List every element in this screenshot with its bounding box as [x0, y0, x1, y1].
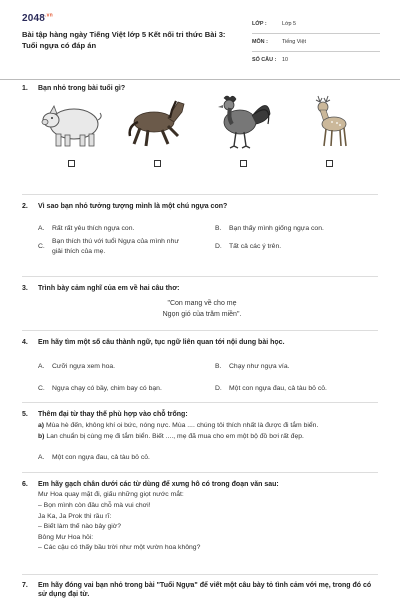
question-text: Em hãy gạch chân dưới các từ dùng để xưng hô có trong đoạn văn sau:	[38, 481, 279, 488]
option-d[interactable]	[215, 237, 382, 255]
option-a[interactable]	[38, 219, 205, 237]
option-letter: D.	[215, 243, 222, 251]
option-letter: B.	[215, 224, 222, 232]
question-4	[22, 338, 382, 397]
options	[38, 357, 382, 397]
pig-checkbox[interactable]	[68, 160, 75, 167]
header	[0, 0, 400, 80]
question-text: Vì sao bạn nhỏ tưởng tượng mình là một chú ngựa con?	[38, 203, 228, 210]
rooster-icon	[210, 92, 276, 152]
option-text: Ngựa chạy có bầy, chim bay có bạn.	[52, 384, 162, 392]
option-letter: A.	[38, 224, 45, 232]
meta-row-count	[252, 52, 380, 70]
logo-number: 2048	[22, 13, 46, 24]
option-c[interactable]	[38, 237, 205, 255]
option-text: Tất cả các ý trên.	[229, 243, 282, 251]
divider	[22, 276, 378, 277]
option-letter: A.	[38, 453, 45, 461]
passage-line: – Bọn mình còn đâu chỗ mà vui chơi!	[38, 501, 151, 509]
fill-line-a	[38, 421, 382, 432]
option-b[interactable]	[215, 219, 382, 237]
divider	[22, 194, 378, 195]
rooster-checkbox[interactable]	[240, 160, 247, 167]
meta-label: MÔN :	[252, 38, 268, 45]
question-number: 6.	[22, 481, 28, 488]
passage	[38, 490, 382, 553]
line-text: Mùa hè đến, không khí oi bức, nóng nực. Mùa .... chúng tôi thích nhất là được đi tắm biển.	[45, 422, 319, 430]
horse-checkbox[interactable]	[154, 160, 161, 167]
meta-value: 10	[282, 57, 288, 64]
option-text: Một con ngựa đau, cả tàu bỏ cỏ.	[229, 384, 327, 392]
poem-line: "Con mang về cho mẹ	[167, 300, 237, 308]
fill-line-b	[38, 432, 382, 443]
question-text: Em hãy tìm một số câu thành ngữ, tục ngữ liên quan tới nội dung bài học.	[38, 339, 285, 346]
line-prefix: b)	[38, 432, 45, 440]
passage-line: Mư Hoa quay mặt đi, giấu những giọt nước mắt:	[38, 491, 184, 499]
question-number: 4.	[22, 339, 28, 346]
meta-label: LỚP :	[252, 20, 267, 27]
question-number: 1.	[22, 85, 28, 92]
passage-line: Bông Mư Hoa hỏi:	[38, 533, 94, 541]
meta-label: SỐ CÂU :	[252, 57, 277, 64]
option-letter: D.	[215, 384, 222, 392]
passage-line: – Biết làm thế nào bây giờ?	[38, 523, 122, 531]
choice-pig	[38, 92, 104, 184]
passage-line: Ja Ka, Ja Prok thì rầu rĩ:	[38, 512, 112, 520]
question-text: Em hãy đóng vai bạn nhỏ trong bài "Tuổi Ngựa" để viết một câu bày tỏ tình cảm với mẹ, trong đó có sử dụng đại từ.	[38, 582, 372, 599]
divider	[22, 402, 378, 403]
divider	[22, 330, 378, 331]
option-letter: C.	[38, 384, 45, 392]
option-letter: C.	[38, 243, 45, 251]
meta-row-grade	[252, 16, 380, 34]
option-c[interactable]	[38, 379, 205, 397]
question-7	[22, 581, 382, 600]
meta-table	[252, 16, 380, 70]
option-text: Bạn thích thú với tuổi Ngựa của mình như giải thích của mẹ.	[52, 238, 179, 255]
deer-checkbox[interactable]	[326, 160, 333, 167]
meta-row-subject	[252, 34, 380, 52]
choice-rooster	[210, 92, 276, 184]
choice-horse	[124, 92, 190, 184]
deer-icon	[296, 92, 362, 152]
option-letter: B.	[215, 362, 222, 370]
option-a[interactable]	[38, 449, 382, 467]
horse-icon	[124, 92, 190, 152]
line-prefix: a)	[38, 422, 45, 430]
meta-value: Lớp 5	[282, 20, 297, 27]
animal-choices	[38, 92, 358, 184]
site-logo[interactable]	[22, 12, 53, 26]
option-letter: A.	[38, 362, 45, 370]
question-text: Thêm đại từ thay thế phù hợp vào chỗ trống:	[38, 411, 188, 418]
question-3	[22, 284, 382, 320]
logo-tld: .vn	[45, 12, 53, 19]
divider	[22, 574, 378, 575]
option-d[interactable]	[215, 379, 382, 397]
question-number: 7.	[22, 582, 28, 589]
option-b[interactable]	[215, 357, 382, 375]
option-a[interactable]	[38, 357, 205, 375]
divider	[22, 472, 378, 473]
question-number: 5.	[22, 411, 28, 418]
passage-line: – Các cậu có thấy bầu trời như một vườn hoa không?	[38, 544, 201, 552]
question-2	[22, 202, 382, 256]
option-text: Một con ngựa đau, cả tàu bỏ cỏ.	[52, 453, 150, 461]
option-text: Rất rất yêu thích ngựa con.	[52, 224, 135, 232]
choice-deer	[296, 92, 362, 184]
poem-line: Ngọn gió của trăm miền".	[162, 310, 242, 318]
option-text: Chạy như ngựa vía.	[229, 362, 290, 370]
question-5	[22, 410, 382, 467]
poem	[22, 299, 382, 320]
question-6	[22, 480, 382, 554]
line-text: Lan chuẩn bị cùng mẹ đi tắm biển. Biết ...., mẹ đã mua cho em một bộ đồ bơi rất đẹp.	[46, 432, 304, 440]
options	[38, 219, 382, 255]
meta-value: Tiếng Việt	[282, 38, 306, 45]
option-text: Bạn thấy mình giống ngựa con.	[229, 224, 324, 232]
question-number: 3.	[22, 285, 28, 292]
question-text: Bạn nhỏ trong bài tuổi gì?	[38, 85, 126, 92]
pig-icon	[38, 92, 104, 152]
question-number: 2.	[22, 203, 28, 210]
question-text: Trình bày cảm nghĩ của em về hai câu thơ:	[38, 285, 180, 292]
document-title: Bài tập hàng ngày Tiếng Việt lớp 5 Kết nối tri thức Bài 3: Tuổi ngựa có đáp án	[22, 30, 226, 50]
option-text: Cưỡi ngựa xem hoa.	[52, 362, 116, 370]
